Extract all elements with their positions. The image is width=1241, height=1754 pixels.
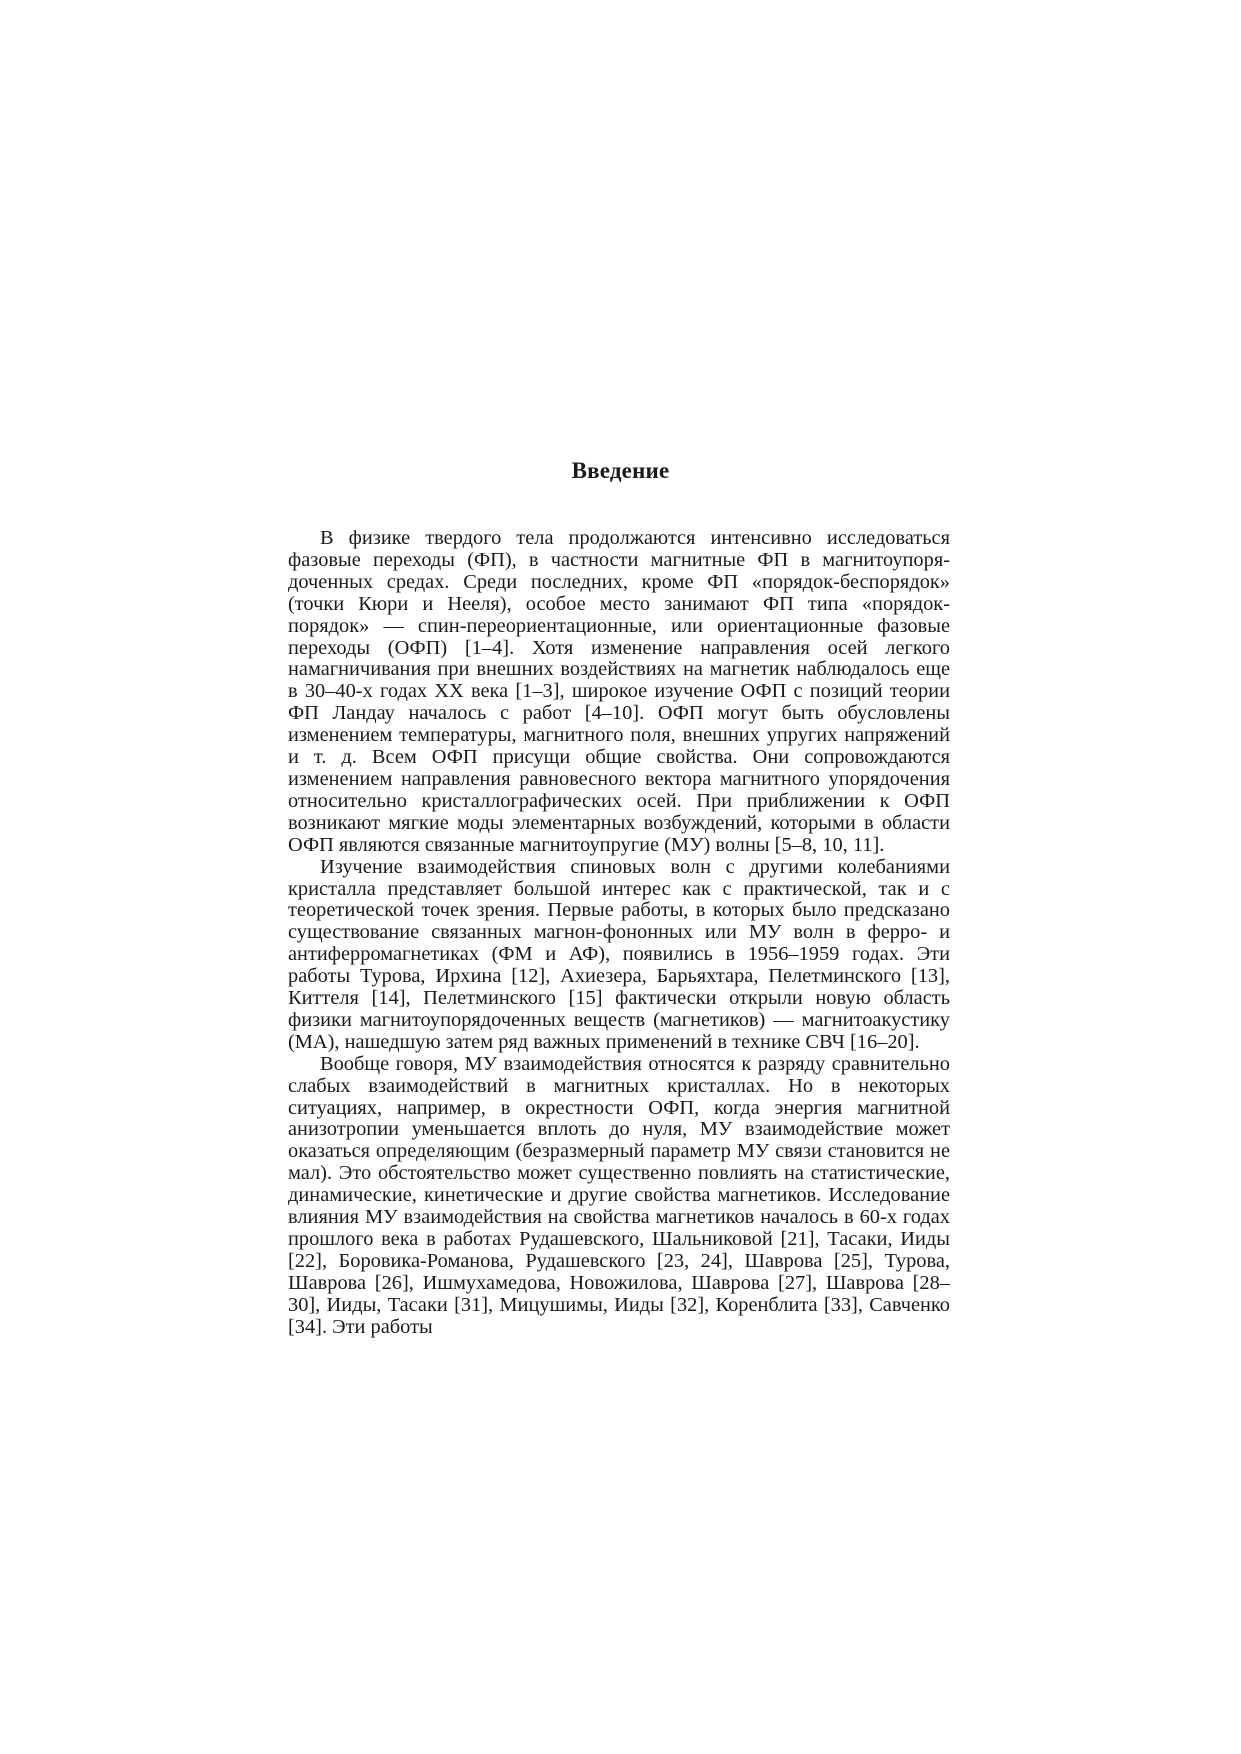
page-title: Введение xyxy=(571,458,670,483)
paragraph: В физике твердого тела продолжаются интенсивно исследоваться фазовые переходы (ФП), в частности магнитные ФП в магнитоупорядоченных средах. Среди последних, кроме ФП «порядок-беспорядок» (точки Кюри и Нееля), особое место занимают ФП типа «порядок-порядок» — спин-переориентационные, или ориентационные фазовые переходы (ОФП) [1–4]. Хотя изменение направления осей легкого намагничивания при внешних воздействиях на магнетик наблюдалось еще в 30–40-х годах XX века [1–3], широкое изучение ОФП с позиций теории ФП Ландау началось с работ [4–10]. ОФП могут быть обусловлены изменением температуры, магнитного поля, внешних упругих напряжений и т. д. Всем ОФП присущи общие свойства. Они сопровождаются изменением направления равновесного вектора магнитного упорядочения относительно кристаллографических осей. При приближении к ОФП возникают мягкие моды элементарных возбуждений, которыми в области ОФП являются связанные магнитоупругие (МУ) волны [5–8, 10, 11]. xyxy=(288,527,950,856)
paragraph: Вообще говоря, МУ взаимодействия относятся к разряду сравнительно слабых взаимодействий в магнитных кристаллах. Но в некоторых ситуациях, например, в окрестности ОФП, когда энергия магнитной анизотропии уменьшается вплоть до нуля, МУ взаимодействие может оказаться определяющим (безразмерный параметр МУ связи становится не мал). Это обстоятельство может существенно повлиять на статистические, динамические, кинетические и другие свойства магнетиков. Исследование влияния МУ взаимодействия на свойства магнетиков началось в 60-х годах прошлого века в работах Рудашевского, Шальниковой [21], Тасаки, Ииды [22], Боровика-Романова, Рудашевского [23, 24], Шаврова [25], Турова, Шаврова [26], Ишмухамедова, Новожилова, Шаврова [27], Шаврова [28–30], Ииды, Тасаки [31], Мицушимы, Ииды [32], Коренблита [33], Савченко [34]. Эти работы xyxy=(288,1052,950,1338)
body-text xyxy=(288,528,950,1339)
paragraph: Изучение взаимодействия спиновых волн с другими колебаниями кристалла представляет большой интерес как с практической, так и с теоретической точек зрения. Первые работы, в которых было предсказано существование связанных магнон-фононных или МУ волн в ферро- и антиферромагнетиках (ФМ и АФ), появились в 1956–1959 годах. Эти работы Турова, Ирхина [12], Ахиезера, Барьяхтара, Пелетминского [13], Киттеля [14], Пелетминского [15] фактически открыли новую область физики магнитоупорядоченных веществ (магнетиков) — магнитоакустику (МА), нашедшую затем ряд важных применений в технике СВЧ [16–20]. xyxy=(288,855,950,1053)
